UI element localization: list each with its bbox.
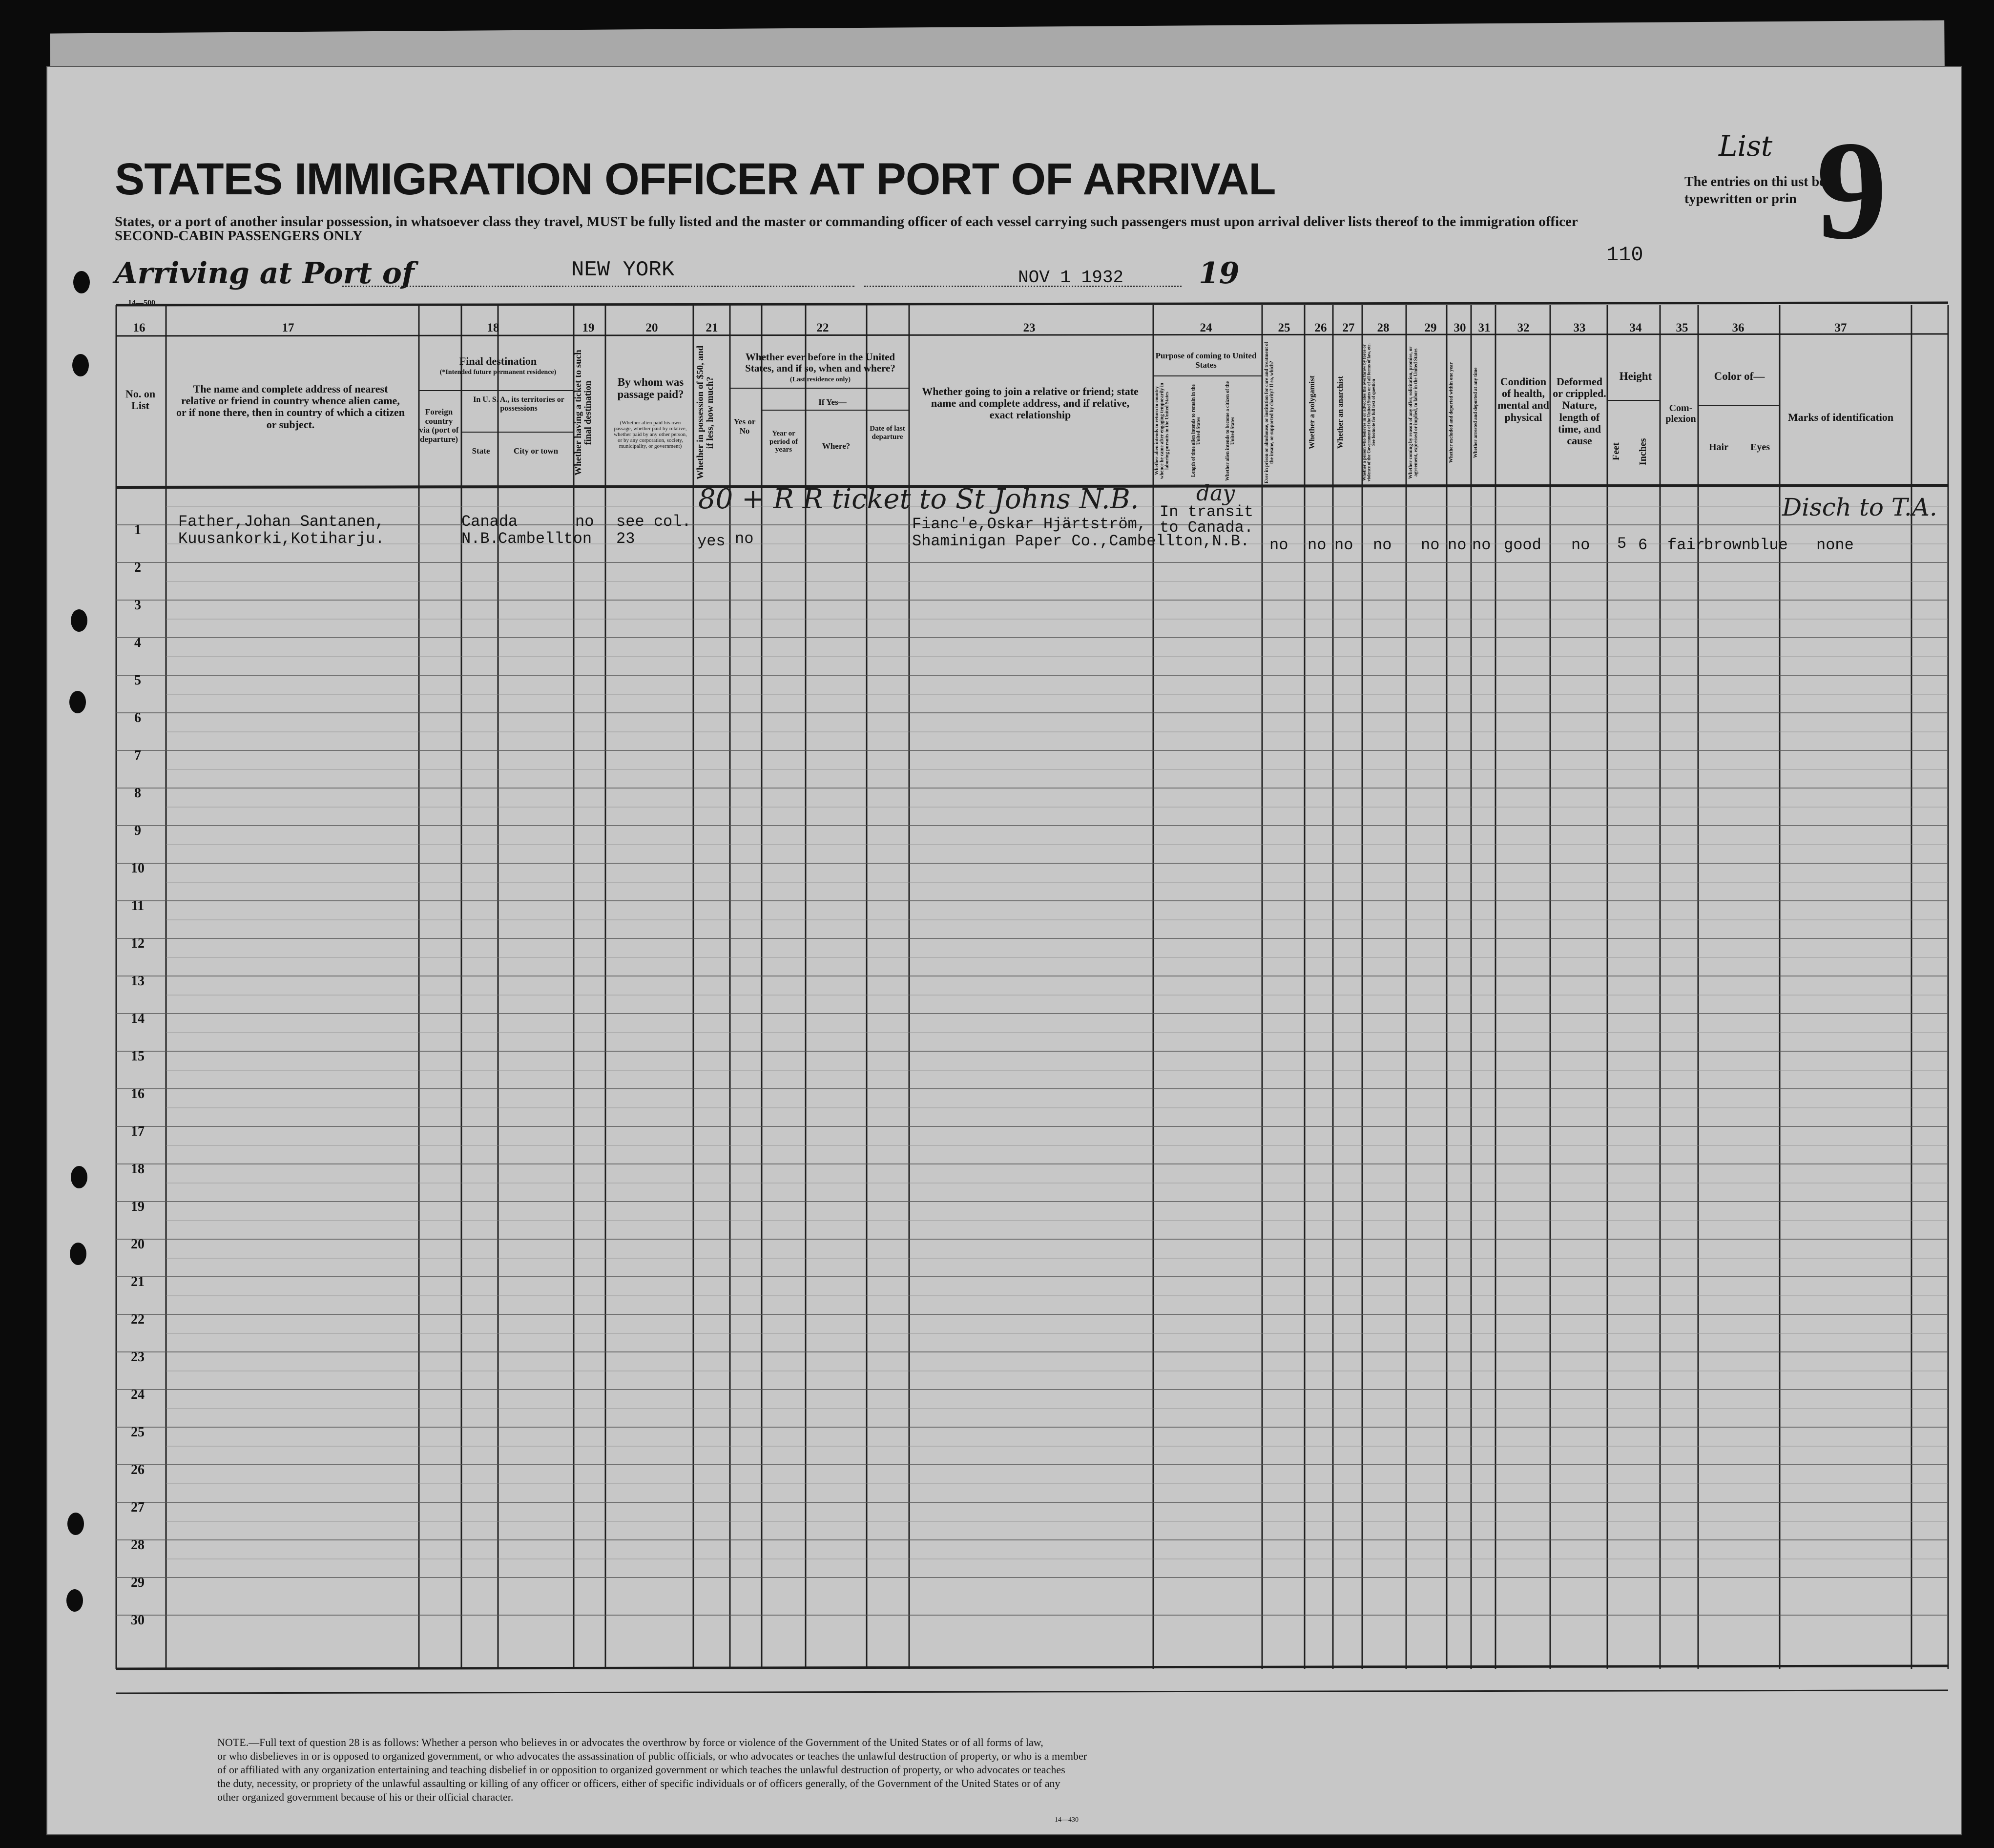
col-number: 18 bbox=[487, 321, 499, 334]
header-purpose-return: Whether alien intends to return to country whence he came after engaging temporarily in laboring pursuits in the United States bbox=[1154, 383, 1170, 479]
handwritten-marks-note: Disch to T.A. bbox=[1782, 493, 1937, 521]
header-cabin-class: SECOND-CABIN PASSENGERS ONLY bbox=[115, 228, 363, 244]
purpose-value: In transit bbox=[1160, 503, 1254, 521]
header-if-yes: If Yes— bbox=[818, 397, 847, 407]
col-number: 27 bbox=[1342, 321, 1355, 334]
header-health: Condition of health, mental and physical bbox=[1497, 375, 1549, 423]
header-prison: Ever in prison or almshouse, or institution for care and treatment of the insane, or supported by charity? If so, which? bbox=[1264, 342, 1275, 483]
eyes-value: blue bbox=[1750, 536, 1788, 554]
row-number: 22 bbox=[131, 1312, 145, 1327]
row-number: 13 bbox=[131, 974, 145, 989]
q28-value: no bbox=[1373, 536, 1392, 554]
col-number: 16 bbox=[133, 321, 145, 334]
list-number: 9 bbox=[1816, 112, 1887, 269]
footnote-line: the duty, necessity, or propriety of the unlawful assaulting or killing of any officer or officers, either of specific individuals or of officers generally, of the Government of the United States or of any bbox=[217, 1777, 1060, 1789]
row-number: 19 bbox=[131, 1199, 145, 1214]
list-label: List bbox=[1719, 129, 1773, 163]
header-purpose: Purpose of coming to United States bbox=[1155, 351, 1257, 370]
col-number: 26 bbox=[1314, 321, 1327, 334]
header-purpose-citizen: Whether alien intends to become a citizen of the United States bbox=[1225, 381, 1236, 481]
row-number: 25 bbox=[131, 1425, 145, 1440]
footnote bbox=[217, 1736, 1155, 1804]
row-number: 1 bbox=[134, 522, 141, 538]
header-paid-by-note: (Whether alien paid his own passage, whether paid by relative, whether paid by any other person, or by any corporation, society, municipality, or government) bbox=[614, 420, 687, 450]
arrested-value: no bbox=[1472, 536, 1491, 554]
footnote-line: or who disbelieves in or is opposed to organized government, or who advocates the assassination of public officials, or who advocates or teaches the unlawful destruction of property, or who is a member bbox=[217, 1749, 1087, 1762]
col-number: 25 bbox=[1278, 321, 1290, 334]
header-foreign-country: Foreign country via (port of departure) bbox=[419, 407, 459, 444]
row-number: 14 bbox=[131, 1011, 145, 1026]
polygamist-value: no bbox=[1308, 536, 1327, 554]
money-value: yes bbox=[697, 532, 726, 550]
port-name: NEW YORK bbox=[571, 258, 675, 282]
row-number: 10 bbox=[131, 861, 145, 876]
row-number: 12 bbox=[131, 936, 145, 951]
header-purpose-length: Length of time alien intends to remain in the United States bbox=[1191, 384, 1202, 478]
header-city: City or town bbox=[513, 446, 559, 456]
header-marks: Marks of identification bbox=[1787, 411, 1894, 423]
health-value: good bbox=[1504, 536, 1541, 554]
destination-city: Cambellton bbox=[498, 530, 592, 548]
row-number: 3 bbox=[134, 598, 141, 613]
destination-state: Canada bbox=[461, 513, 518, 531]
footnote-line: other organized government because of his or their official character. bbox=[217, 1790, 514, 1803]
row-number: 9 bbox=[134, 823, 141, 838]
header-list-number: No. on List bbox=[125, 388, 156, 412]
row-number: 5 bbox=[134, 673, 141, 688]
anarchist-value: no bbox=[1334, 536, 1353, 554]
row-number: 6 bbox=[134, 710, 141, 726]
col-number: 31 bbox=[1478, 321, 1491, 334]
col-number: 35 bbox=[1676, 321, 1688, 334]
header-eyes: Eyes bbox=[1750, 442, 1770, 453]
purpose-detail: to Canada. bbox=[1160, 519, 1254, 537]
header-where: Where? bbox=[822, 441, 851, 451]
form-code: 14—500 bbox=[128, 299, 155, 307]
row-number: 11 bbox=[131, 898, 145, 914]
col-number: 24 bbox=[1200, 321, 1212, 334]
header-hair: Hair bbox=[1709, 442, 1728, 453]
height-feet-value: 5 bbox=[1617, 535, 1627, 553]
page-number: 110 bbox=[1606, 243, 1643, 267]
header-state: State bbox=[472, 446, 490, 456]
row-number: 21 bbox=[131, 1274, 145, 1289]
col-number: 20 bbox=[645, 321, 658, 334]
relative-address: Kuusankorki,Kotiharju. bbox=[178, 530, 385, 548]
arrival-date: NOV 1 1932 bbox=[1018, 268, 1124, 288]
page-title: STATES IMMIGRATION OFFICER AT PORT OF ARRIVAL bbox=[115, 154, 1276, 204]
destination-province: N.B. bbox=[461, 530, 499, 548]
row-number: 2 bbox=[134, 560, 141, 575]
row-number: 30 bbox=[131, 1613, 145, 1628]
join-relative-address: Shaminigan Paper Co.,Cambellton,N.B. bbox=[912, 532, 1250, 550]
paid-by-value: see col. bbox=[616, 513, 691, 531]
header-excluded: Whether excluded and deported within one year bbox=[1449, 362, 1454, 463]
row-number: 28 bbox=[131, 1537, 145, 1553]
row-number: 8 bbox=[134, 786, 141, 801]
header-money: Whether in possession of $50, and if less, how much? bbox=[695, 345, 715, 480]
footnote-form-code: 14—430 bbox=[1055, 1816, 1079, 1824]
header-final-destination-note: (*Intended future permanent residence) bbox=[439, 369, 557, 376]
paid-by-ref: 23 bbox=[616, 530, 635, 548]
header-deformed: Deformed or crippled. Nature, length of time, and cause bbox=[1553, 375, 1606, 447]
row-number: 7 bbox=[134, 748, 141, 763]
row-number: 17 bbox=[131, 1124, 145, 1139]
col-number: 22 bbox=[816, 321, 829, 334]
complexion-value: fair bbox=[1667, 536, 1705, 554]
prison-value: no bbox=[1269, 536, 1288, 554]
before-us-value: no bbox=[735, 530, 754, 548]
arriving-label: Arriving at Port of bbox=[115, 256, 415, 291]
col-number: 19 bbox=[582, 321, 595, 334]
header-before-in-us: Whether ever before in the United States, and if so, when and where? bbox=[745, 351, 895, 374]
footnote-line: of or affiliated with any organization entertaining and teaching disbelief in or opposition to organized government or which teaches the unlawful destruction of property, or who advocates or teaches bbox=[217, 1763, 1065, 1776]
labor-offer-value: no bbox=[1421, 536, 1440, 554]
header-final-destination: Final destination bbox=[459, 355, 537, 367]
header-instructions: States, or a port of another insular possession, in whatsoever class they travel, MUST be fully listed and the master or commanding officer of each vessel carrying such passengers must upon arrival deliver lists thereof to the immigration officer bbox=[115, 214, 1578, 229]
list-note: The entries on thi ust be typewritten or prin bbox=[1684, 174, 1826, 207]
header-last-departure: Date of last departure bbox=[870, 425, 905, 441]
row-number: 15 bbox=[131, 1049, 145, 1064]
col-number: 33 bbox=[1573, 321, 1586, 334]
header-year: Year or period of years bbox=[769, 430, 798, 454]
col-number: 32 bbox=[1517, 321, 1530, 334]
header-height: Height bbox=[1619, 370, 1652, 382]
ticket-value: no bbox=[575, 513, 594, 531]
header-feet: Feet bbox=[1611, 442, 1621, 461]
col-number: 34 bbox=[1629, 321, 1642, 334]
row-number: 29 bbox=[131, 1575, 145, 1590]
marks-value: none bbox=[1816, 536, 1854, 554]
header-before-note: (Last residence only) bbox=[789, 376, 851, 383]
row-number: 20 bbox=[131, 1237, 145, 1252]
height-inches-value: 6 bbox=[1638, 536, 1648, 554]
header-ticket: Whether having a ticket to such final destination bbox=[573, 350, 593, 476]
header-complexion: Com- plexion bbox=[1665, 403, 1696, 424]
row-number: 23 bbox=[131, 1350, 145, 1365]
col-number: 36 bbox=[1732, 321, 1745, 334]
relative-name: Father,Johan Santanen, bbox=[178, 513, 385, 531]
header-labor-offer: Whether coming by reason of any offer, solicitation, promise, or agreement, expressed or implied, to labor in the United States bbox=[1408, 346, 1419, 479]
col-number: 17 bbox=[282, 321, 294, 334]
header-color: Color of— bbox=[1714, 370, 1765, 382]
excluded-value: no bbox=[1448, 536, 1467, 554]
header-arrested: Whether arrested and deported at any time bbox=[1473, 367, 1478, 458]
header-yes-no: Yes or No bbox=[733, 417, 756, 436]
join-relative-name: Fianc'e,Oskar Hjärtström, bbox=[912, 515, 1147, 533]
row-number: 26 bbox=[131, 1462, 145, 1477]
header-join-relative: Whether going to join a relative or friend; state name and complete address, and if relative, exact relationship bbox=[922, 385, 1139, 421]
col-number: 21 bbox=[706, 321, 718, 334]
footnote-lead: NOTE.— bbox=[217, 1736, 260, 1748]
header-polygamist: Whether a polygamist bbox=[1308, 375, 1316, 450]
col-number: 28 bbox=[1377, 321, 1390, 334]
footnote-line: Full text of question 28 is as follows: Whether a person who believes in or advocates the overthrow by force or violence of the Government of the United States or of all forms of law, bbox=[259, 1736, 1043, 1748]
header-anarchist: Whether an anarchist bbox=[1336, 376, 1345, 449]
handwritten-ticket-note: 80 + R R ticket to St Johns N.B. bbox=[698, 483, 1139, 515]
col-number: 30 bbox=[1454, 321, 1466, 334]
col-number: 23 bbox=[1023, 321, 1036, 334]
row-number: 4 bbox=[134, 635, 141, 650]
header-paid-by: By whom was passage paid? bbox=[617, 376, 684, 401]
row-number: 27 bbox=[131, 1500, 145, 1515]
year-prefix: 19 bbox=[1199, 256, 1240, 291]
row-number: 24 bbox=[131, 1387, 145, 1402]
header-relative: The name and complete address of nearest relative or friend in country whence alien came, or if none there, then in country of which a citizen or subject. bbox=[176, 383, 405, 431]
row-number: 16 bbox=[131, 1086, 145, 1101]
col-number: 29 bbox=[1424, 321, 1437, 334]
row-number: 18 bbox=[131, 1162, 145, 1177]
header-inches: Inches bbox=[1638, 438, 1648, 465]
deformed-value: no bbox=[1571, 536, 1590, 554]
header-in-usa: In U. S. A., its territories or possessions bbox=[473, 395, 564, 413]
hair-value: brown bbox=[1704, 536, 1751, 554]
col-number: 37 bbox=[1834, 321, 1847, 334]
handwritten-purpose: day bbox=[1196, 481, 1235, 506]
header-q28: Whether a person who believes in or advocates the overthrow by force or violence of the Government of the United States or of all forms of law, etc. See footnote for full text of question bbox=[1362, 343, 1376, 482]
